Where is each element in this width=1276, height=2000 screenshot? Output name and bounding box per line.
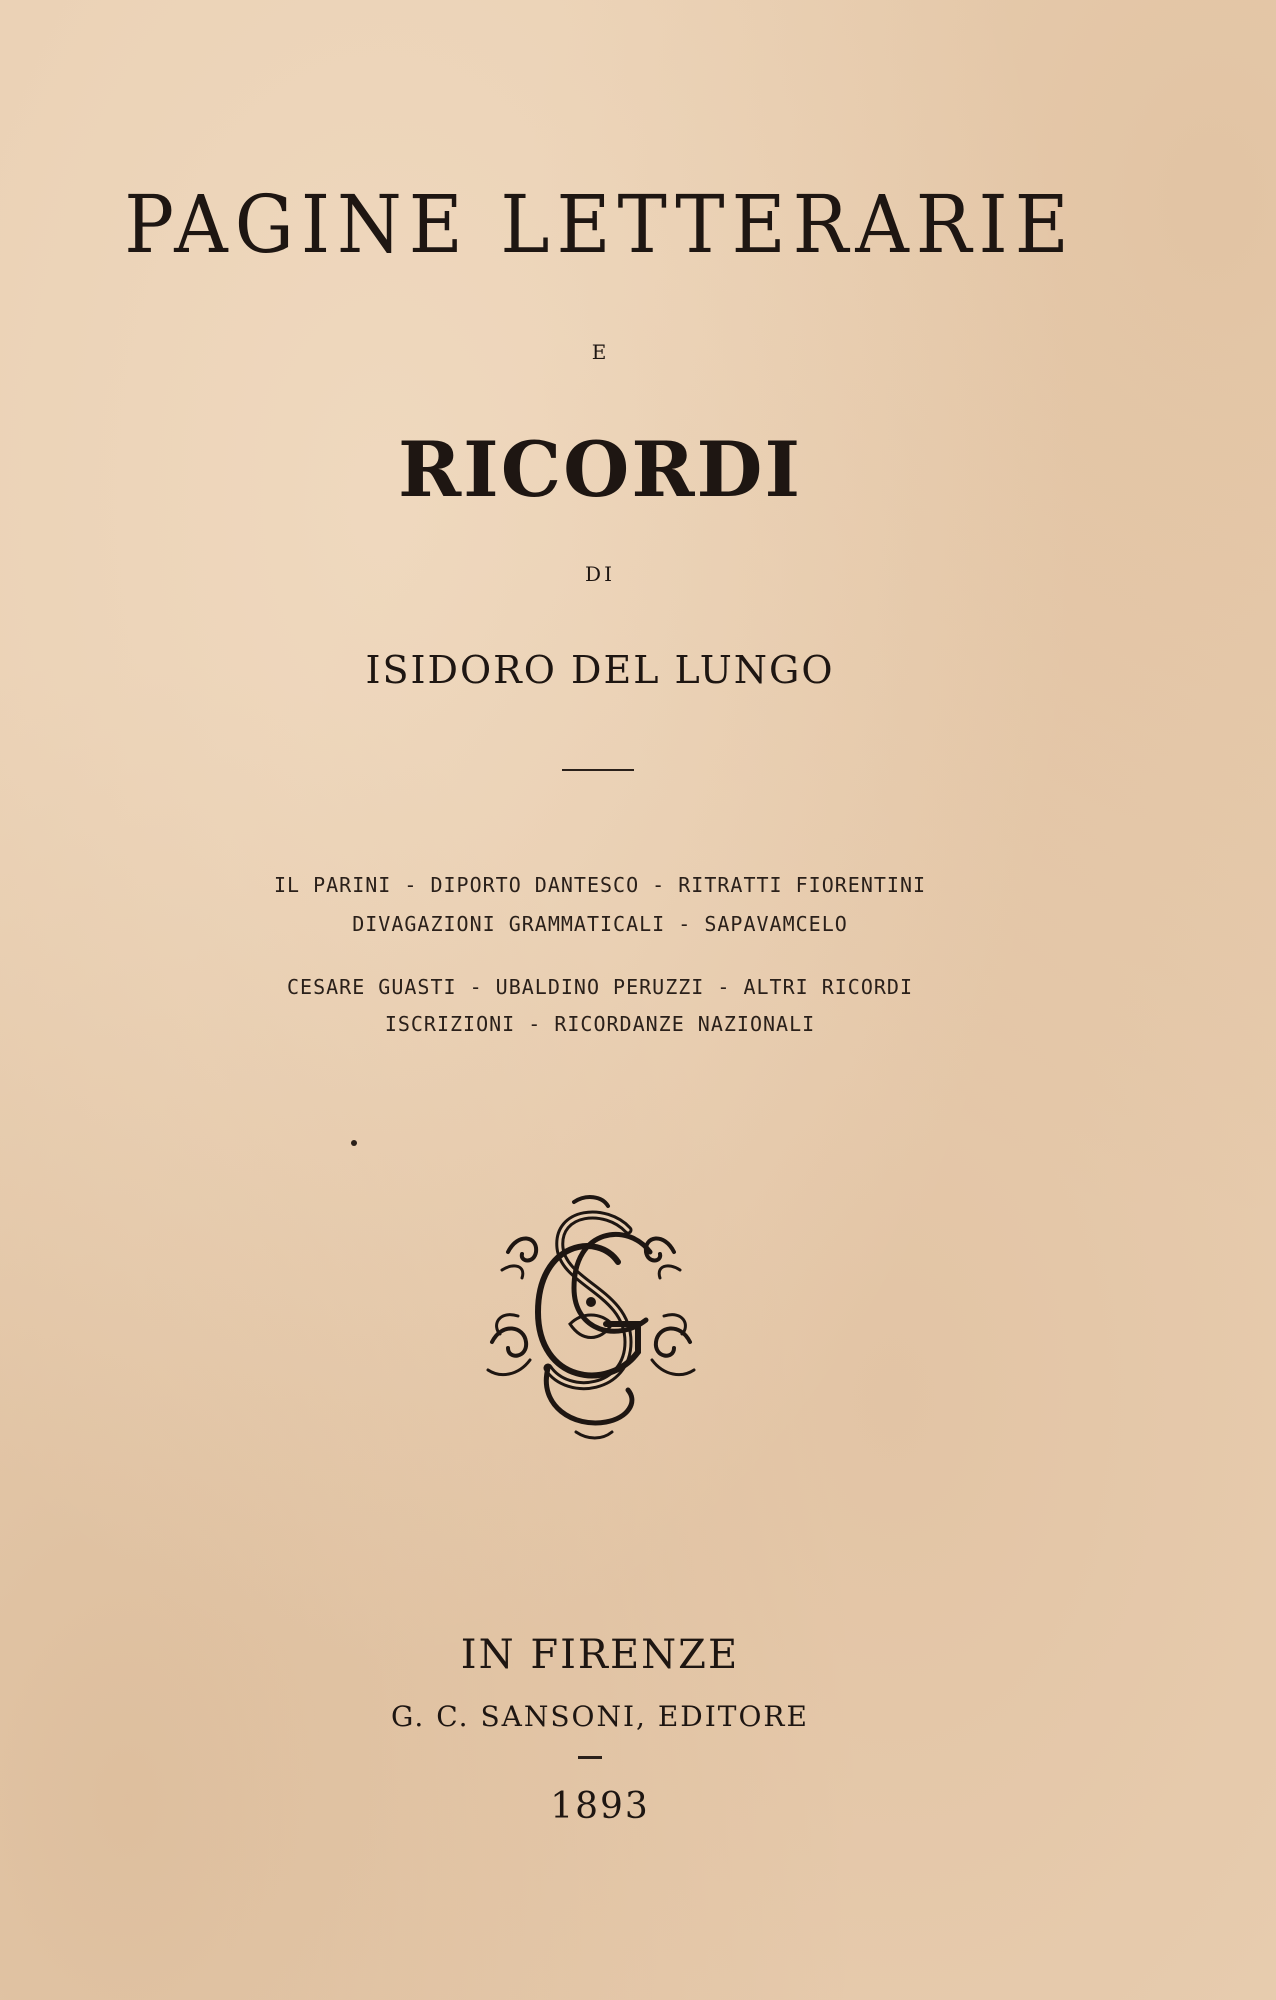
- book-title: PAGINE LETTERARIE: [124, 178, 1076, 272]
- author-preposition: DI: [585, 562, 615, 586]
- author-name: ISIDORO DEL LUNGO: [365, 648, 835, 692]
- imprint-dash: [578, 1756, 602, 1759]
- imprint-publisher: G. C. SANSONI, EDITORE: [391, 1700, 809, 1733]
- contents-line-4: ISCRIZIONI - RICORDANZE NAZIONALI: [384, 1012, 816, 1036]
- title-conjunction: E: [591, 340, 609, 364]
- imprint-year: 1893: [550, 1786, 650, 1827]
- contents-line-2: DIVAGAZIONI GRAMMATICALI - SAPAVAMCELO: [352, 912, 848, 936]
- contents-line-1: IL PARINI - DIPORTO DANTESCO - RITRATTI FIORENTINI: [273, 873, 927, 897]
- divider-rule: [562, 769, 634, 771]
- publisher-monogram-icon: [478, 1192, 704, 1442]
- contents-line-3: CESARE GUASTI - UBALDINO PERUZZI - ALTRI RICORDI: [287, 975, 913, 999]
- imprint-place: IN FIRENZE: [460, 1632, 740, 1678]
- ink-speck: [351, 1140, 357, 1146]
- book-subtitle: RICORDI: [397, 425, 803, 514]
